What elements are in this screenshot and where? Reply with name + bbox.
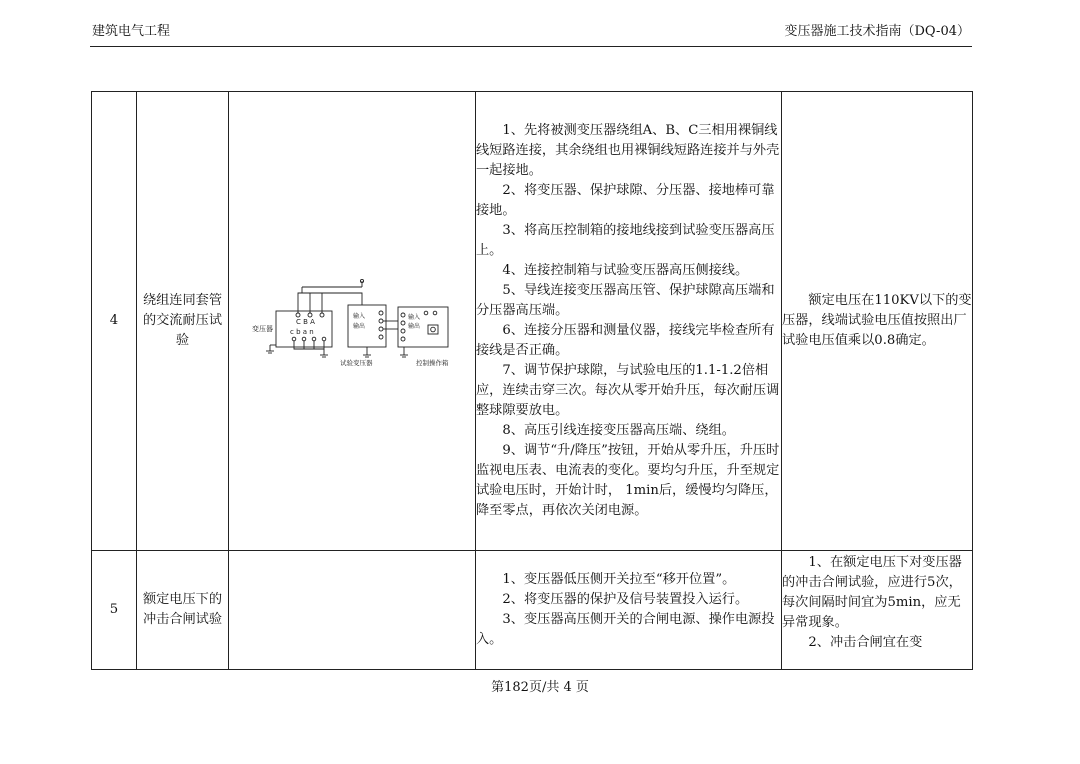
steps-cell [476,92,782,551]
row-number: 5 [92,551,137,670]
note-item: 1、在额定电压下对变压器的冲击合闸试验，应进行5次，每次间隔时间宜为5min，应无异常现象。 [782,555,962,630]
table-row [92,551,973,670]
step-item: 8、高压引线连接变压器高压端、绕组。 [502,423,735,438]
empty-diagram-cell [229,551,476,670]
step-item: 5、导线连接变压器高压管、保护球隙高压端和分压器高压端。 [476,283,775,318]
test-name: 绕组连同套管的交流耐压试验 [137,92,229,551]
control-box-out-label: 输出 [408,323,421,330]
control-box-label: 控制操作箱 [416,359,449,367]
control-box-in-label: 输入 [408,314,421,321]
test-transformer-in-label: 输入 [353,313,366,320]
header-rule [90,46,972,47]
note-item: 2、冲击合闸宜在变 [808,635,923,650]
phase-high-label: C B A [296,318,315,326]
wiring-diagram-cell [229,92,476,551]
step-item: 1、先将被测变压器绕组A、B、C三相用裸铜线线短路连接，其余绕组也用裸铜线短路连接并与外壳一起接地。 [476,123,780,178]
phase-low-label: c b a n [290,328,314,336]
test-transformer-label: 试验变压器 [340,359,373,367]
test-name: 额定电压下的冲击合闸试验 [137,551,229,670]
step-item: 2、将变压器的保护及信号装置投入运行。 [502,592,749,607]
page-footer: 第182页/共 4 页 [491,680,589,695]
notes-cell [782,92,973,551]
steps-cell [476,551,782,670]
table-row [92,92,973,551]
header-left: 建筑电气工程 [92,24,171,39]
step-item: 4、连接控制箱与试验变压器高压侧接线。 [502,263,749,278]
test-transformer-out-label: 输出 [353,323,366,330]
step-item: 9、调节“升/降压”按钮，开始从零升压，升压时监视电压表、电流表的变化。要均匀升压，升至规定试验电压时，开始计时， 1min后，缓慢均匀降压，降至零点，再依次关闭电源。 [476,443,780,518]
step-item: 7、调节保护球隙，与试验电压的1.1-1.2倍相应，连续击穿三次。每次从零开始升压，每次耐压调整球隙要放电。 [476,363,780,418]
wiring-diagram [252,275,452,367]
step-item: 6、连接分压器和测量仪器，接线完毕检查所有接线是否正确。 [476,323,775,358]
transformer-label: 变压器 [252,325,273,333]
control-box [398,307,448,347]
header-right: 变压器施工技术指南（DQ-04） [784,24,970,39]
row-number: 4 [92,92,137,551]
step-item: 2、将变压器、保护球隙、分压器、接地棒可靠接地。 [476,183,775,218]
note-item: 额定电压在110KV以下的变压器，线端试验电压值按照出厂试验电压值乘以0.8确定。 [782,293,972,348]
step-item: 1、变压器低压侧开关拉至“移开位置”。 [502,572,736,587]
step-item: 3、将高压控制箱的接地线接到试验变压器高压上。 [476,223,775,258]
notes-cell [782,551,973,670]
step-item: 3、变压器高压侧开关的合闸电源、操作电源投入。 [476,612,775,647]
procedure-table [91,91,973,670]
